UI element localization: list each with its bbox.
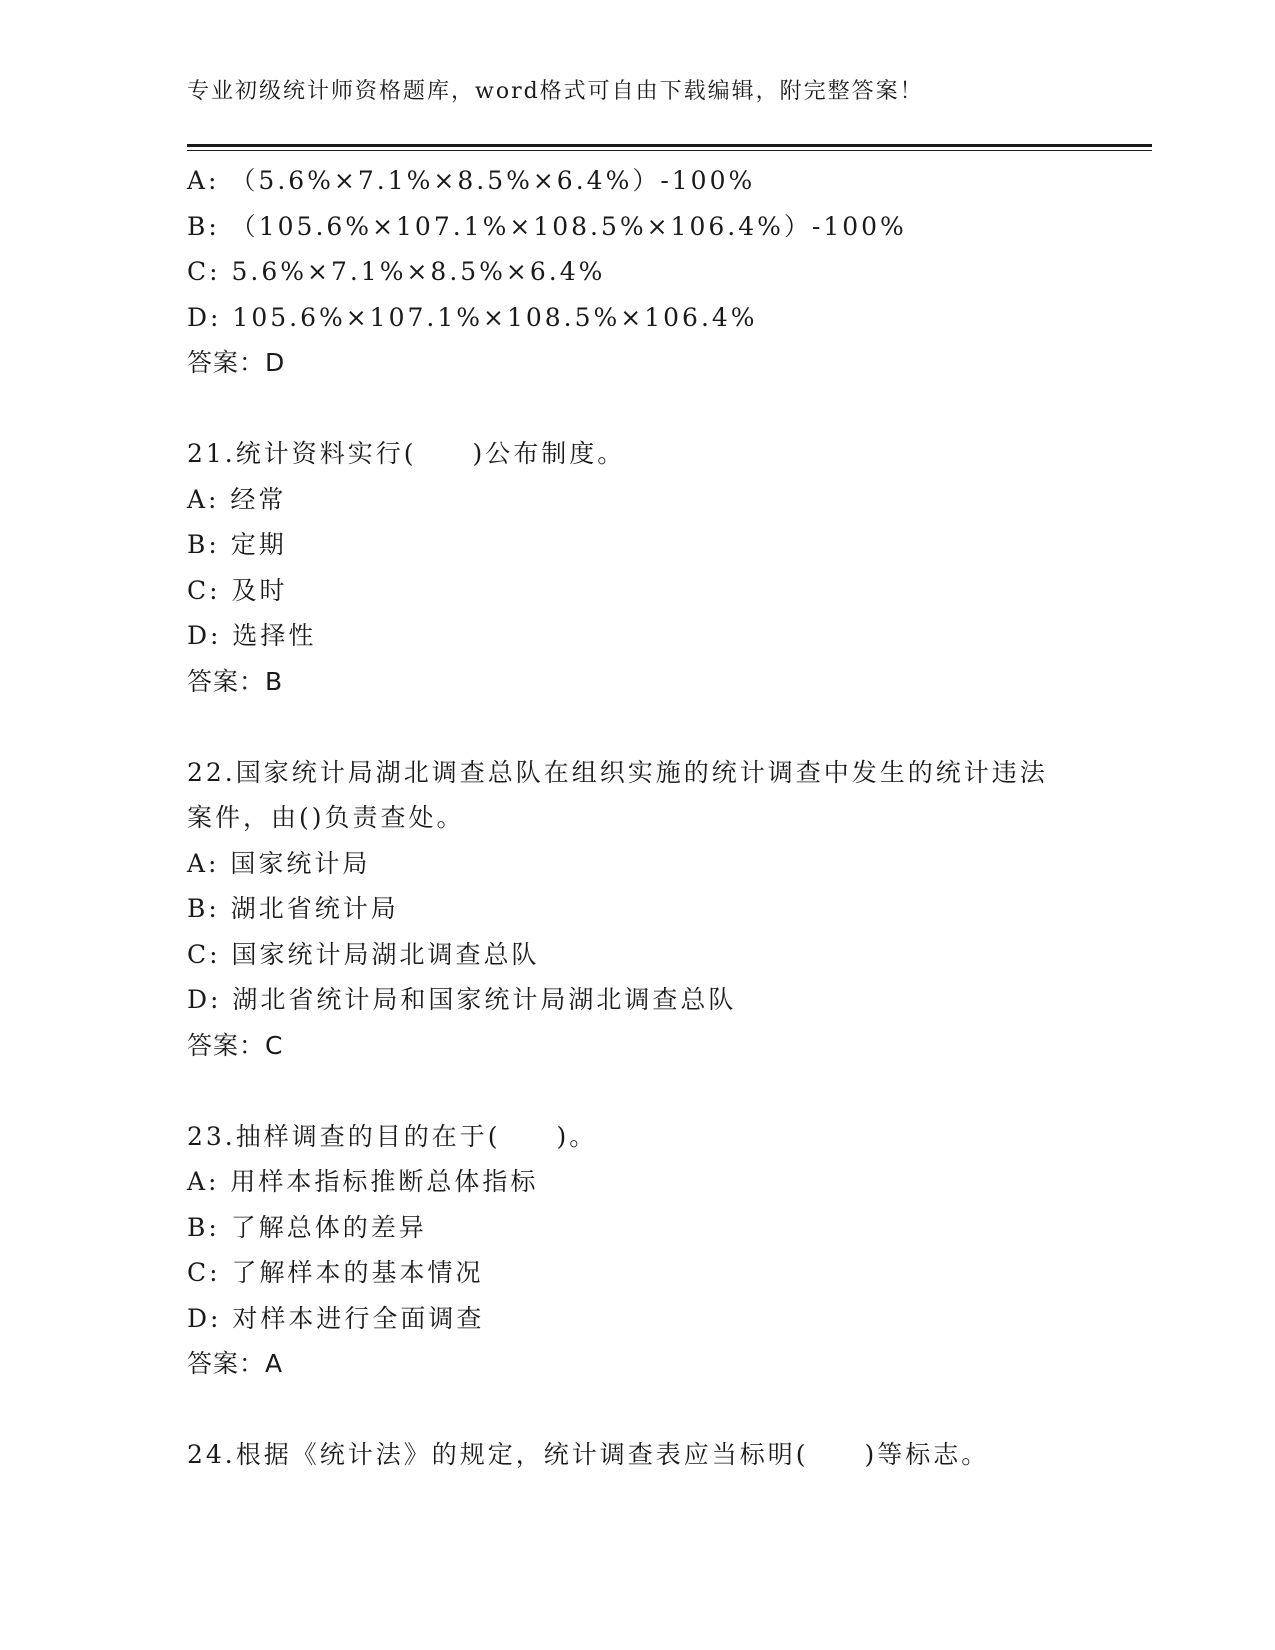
- option-b: B: 了解总体的差异: [187, 1212, 427, 1242]
- question-block-22: [187, 750, 1087, 1069]
- option-c: C: 及时: [187, 575, 288, 605]
- page-header: 专业初级统计师资格题库，word格式可自由下载编辑，附完整答案！: [187, 79, 924, 104]
- option-b: B: （105.6%×107.1%×108.5%×106.4%）-100%: [187, 211, 907, 241]
- question-block-21: [187, 431, 1087, 704]
- question-list: [187, 158, 1087, 1478]
- spacer: [187, 704, 1087, 750]
- question-text: 21.统计资料实行( )公布制度。: [187, 439, 626, 468]
- spacer: [187, 1387, 1087, 1433]
- question-text: 23.抽样调查的目的在于( )。: [187, 1121, 598, 1151]
- option-b: B: 湖北省统计局: [187, 894, 399, 923]
- question-block-24: [187, 1432, 1087, 1478]
- option-b: B: 定期: [187, 530, 287, 559]
- answer: 答案：C: [187, 1030, 284, 1060]
- header-rule-thick: [187, 144, 1152, 147]
- option-c: C: 国家统计局湖北调查总队: [187, 939, 540, 969]
- question-text: 24.根据《统计法》的规定，统计调查表应当标明( )等标志。: [187, 1440, 990, 1469]
- header-rule-thin: [187, 150, 1152, 151]
- question-text-line-2: 案件，由()负责查处。: [187, 803, 465, 832]
- option-a: A: 国家统计局: [187, 848, 371, 878]
- option-d: D: 选择性: [187, 621, 317, 650]
- question-text-line-1: 22.国家统计局湖北调查总队在组织实施的统计调查中发生的统计违法: [187, 757, 1048, 787]
- question-block-20: [187, 158, 1087, 386]
- answer: 答案：A: [187, 1349, 284, 1378]
- option-c: C: 5.6%×7.1%×8.5%×6.4%: [187, 257, 606, 286]
- option-a: A: 用样本指标推断总体指标: [187, 1167, 539, 1196]
- option-a: A: （5.6%×7.1%×8.5%×6.4%）-100%: [187, 166, 756, 195]
- option-d: D: 湖北省统计局和国家统计局湖北调查总队: [187, 985, 737, 1014]
- answer: 答案：D: [187, 348, 286, 377]
- spacer: [187, 386, 1087, 432]
- question-block-23: [187, 1114, 1087, 1387]
- option-d: D: 对样本进行全面调查: [187, 1303, 485, 1333]
- spacer: [187, 1068, 1087, 1114]
- option-c: C: 了解样本的基本情况: [187, 1258, 484, 1287]
- option-d: D: 105.6%×107.1%×108.5%×106.4%: [187, 302, 758, 332]
- answer: 答案：B: [187, 666, 284, 696]
- option-a: A: 经常: [187, 484, 287, 514]
